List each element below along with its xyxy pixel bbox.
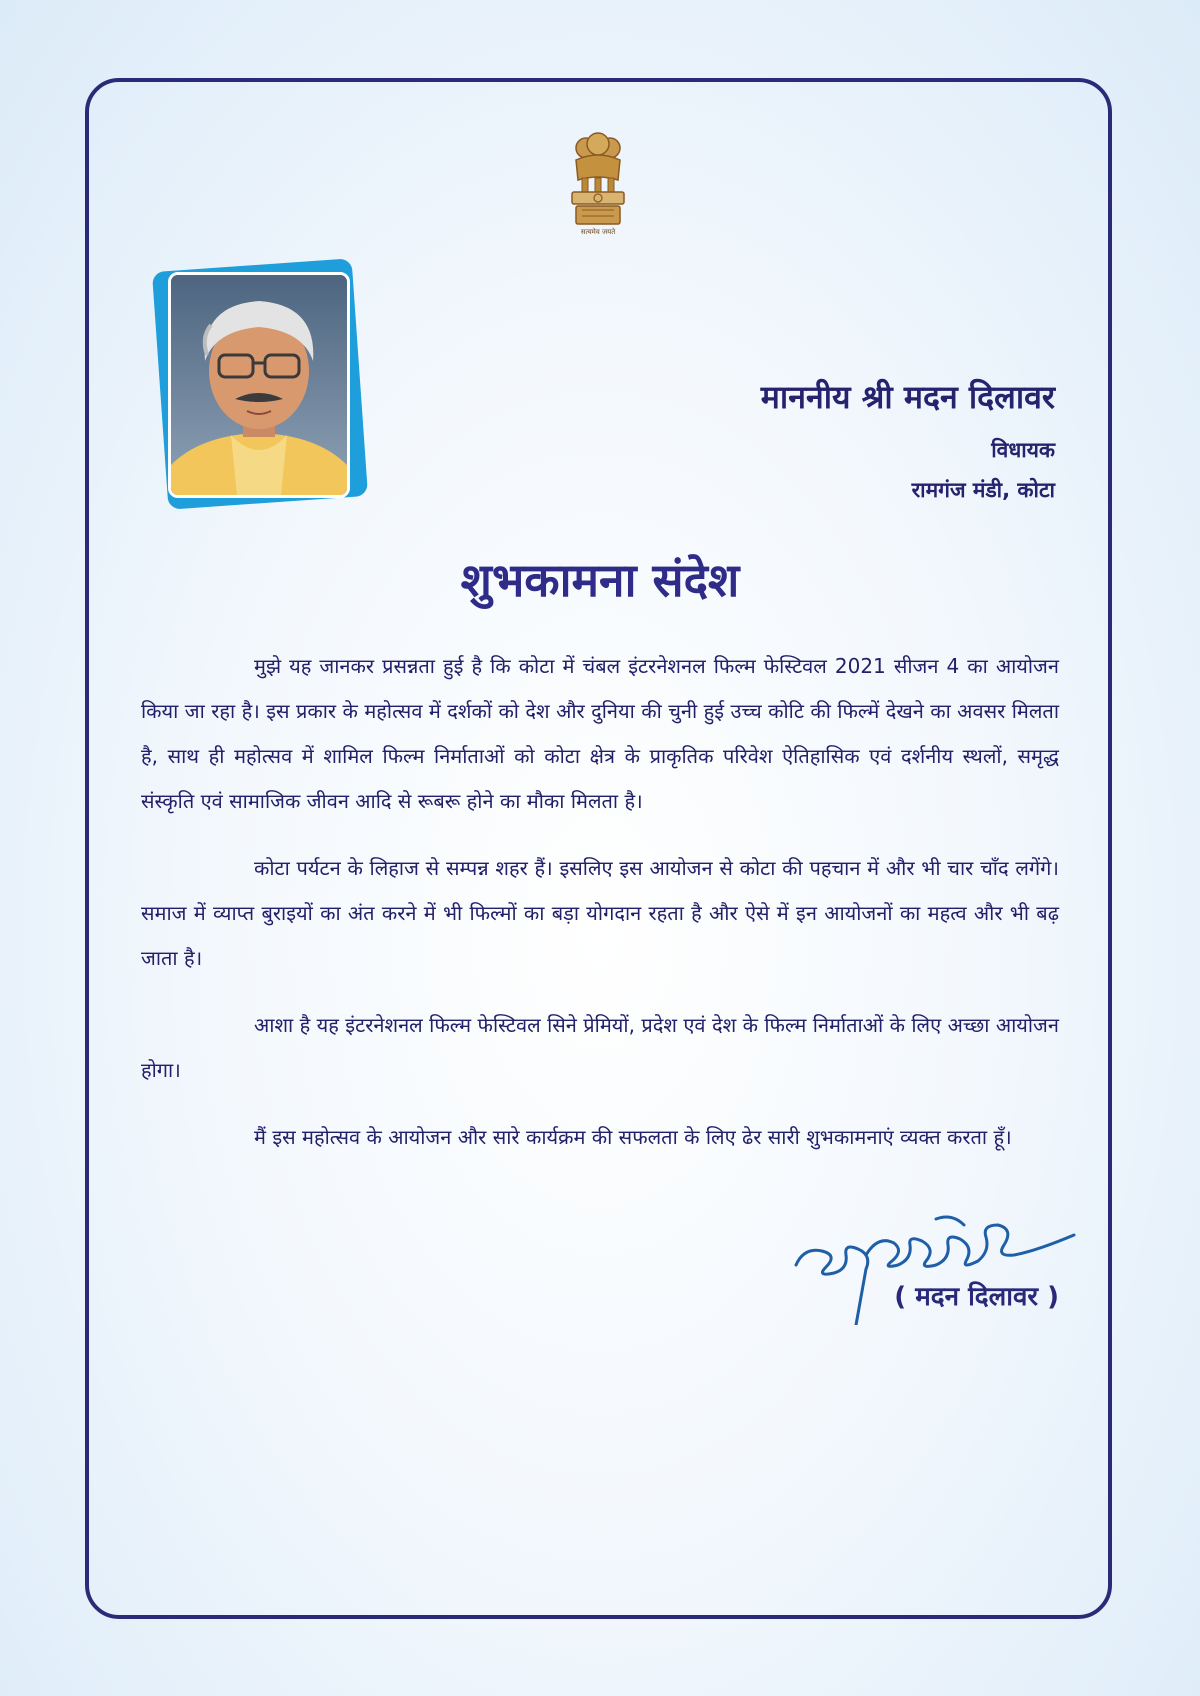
message-paragraph: कोटा पर्यटन के लिहाज से सम्पन्न शहर हैं। इसलिए इस आयोजन से कोटा की पहचान में और भी चार चाँद लगेंगे। समाज में व्याप्त बुराइयों का अंत करने में भी फिल्मों का बड़ा योगदान रहता है और ऐसे में इन आयोजनों का महत्व और भी बढ़ जाता है। <box>141 856 1059 970</box>
state-emblem-icon <box>566 130 630 242</box>
dignitary-constituency: रामगंज मंडी, कोटा <box>911 478 1055 502</box>
dignitary-name: माननीय श्री मदन दिलावर <box>760 378 1055 416</box>
dignitary-designation: विधायक <box>991 438 1055 462</box>
dignitary-block <box>761 375 1055 510</box>
signatory-name: ( मदन दिलावर ) <box>894 1282 1059 1312</box>
message-paragraph: आशा है यह इंटरनेशनल फिल्म फेस्टिवल सिने प्रेमियों, प्रदेश एवं देश के फिल्म निर्माताओं के लिए अच्छा आयोजन होगा। <box>141 1013 1059 1082</box>
message-paragraph: मुझे यह जानकर प्रसन्नता हुई है कि कोटा में चंबल इंटरनेशनल फिल्म फेस्टिवल 2021 सीजन 4 का आयोजन किया जा रहा है। इस प्रकार के महोत्सव में दर्शकों को देश और दुनिया की चुनी हुई उच्च कोटि की फिल्में देखने का अवसर मिलता है, साथ ही महोत्सव में शामिल फिल्म निर्माताओं को कोटा क्षेत्र के प्राकृतिक परिवेश ऐतिहासिक एवं दर्शनीय स्थलों, समृद्ध संस्कृति एवं सामाजिक जीवन आदि से रूबरू होने का मौका मिलता है। <box>141 654 1059 813</box>
portrait-photo <box>168 272 350 498</box>
message-heading: शुभकामना संदेश <box>460 553 740 607</box>
message-paragraph: मैं इस महोत्सव के आयोजन और सारे कार्यक्रम की सफलता के लिए ढेर सारी शुभकामनाएं व्यक्त करता हूँ। <box>254 1125 1012 1149</box>
message-body <box>141 644 1059 1182</box>
emblem-motto: सत्यमेव जयते <box>580 228 616 236</box>
